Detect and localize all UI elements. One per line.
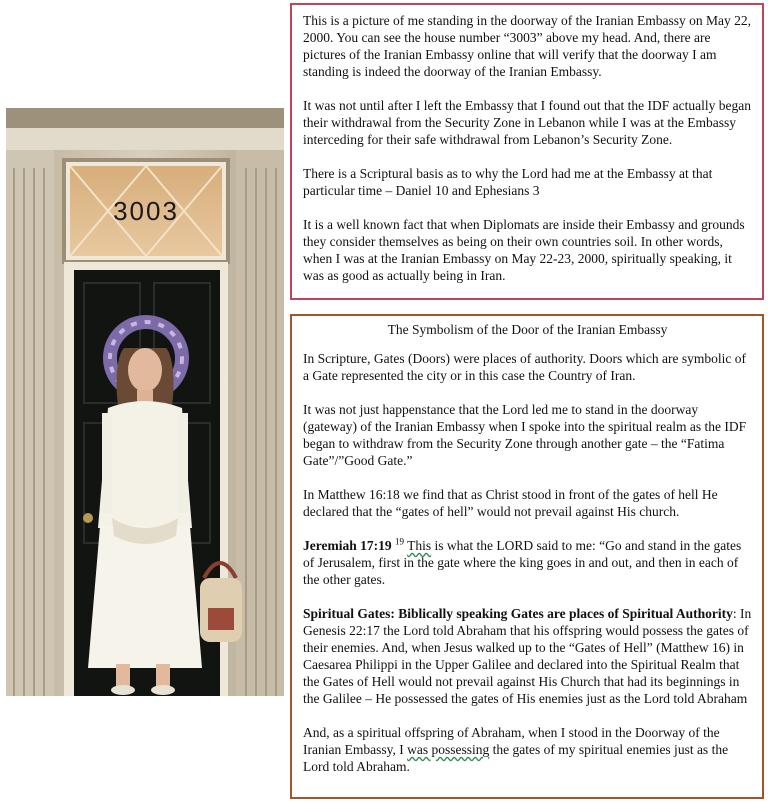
spiritual-gates-text: : In Genesis 22:17 the Lord told Abraham that his offspring would possess the gates of their enemies. And, when Jesus walked up to the “Gates of Hell” (Matthew 16) in Caesarea Philippi in the Upper Galilee and declared into the Spiritual Realm that the Gates of Hell would not prevail against His Church that had its beginnings in the Galilee – He possessed the gates of His enemies just as the Lord told Abraham <box>303 606 752 706</box>
description-paragraph: It is a well known fact that when Diplomats are inside their Embassy and grounds they consider themselves as being on their own countries soil. In other words, when I was at the Iranian Embassy on May 22-23, 2000, spiritually speaking, it was as good as actually being in Iran. <box>303 217 745 283</box>
door-symbolism-box <box>290 314 764 799</box>
jeremiah-paragraph <box>303 537 752 588</box>
description-paragraph: This is a picture of me standing in the doorway of the Iranian Embassy on May 22, 2000. You can see the house number “3003” above my head. And, there are pictures of the Iranian Embassy online that will verify that the doorway I am standing is indeed the doorway of the Iranian Embassy. <box>303 13 752 79</box>
scripture-gates-paragraph: In Scripture, Gates (Doors) were places of authority. Doors which are symbolic of a Gate represented the city or in this case the Country of Iran. <box>303 351 746 383</box>
jeremiah-text: is what the LORD said to me: “Go and stand in the gates of Jerusalem, first in the gate where the king goes in and out, and then in each of the other gates. <box>303 538 742 587</box>
conclusion-text-b: the gates of my spiritual enemies just as the Lord told Abraham. <box>303 742 729 774</box>
conclusion-text-a: And, as a spiritual offspring of Abraham, when I stood in the Doorway of the Iranian Embassy, I <box>303 725 720 757</box>
box-title: The Symbolism of the Door of the Iranian Embassy <box>387 322 668 337</box>
house-number: 3003 <box>113 196 179 226</box>
conclusion-possessing: was possessing <box>407 742 490 757</box>
spiritual-gates-heading: Spiritual Gates: Biblically speaking Gates are places of Spiritual Authority <box>303 606 733 621</box>
description-paragraph: There is a Scriptural basis as to why the Lord had me at the Embassy at that particular time – Daniel 10 and Ephesians 3 <box>303 166 713 198</box>
conclusion-paragraph <box>303 724 752 775</box>
happenstance-paragraph: It was not just happenstance that the Lord led me to stand in the doorway (gateway) of the Iranian Embassy when I spoke into the spiritual realm as the IDF began to withdraw from the Security Zone through another gate – the “Fatima Gate”/”Good Gate.” <box>303 402 747 468</box>
spiritual-gates-paragraph <box>303 605 752 707</box>
jeremiah-reference: Jeremiah 17:19 <box>303 538 392 553</box>
matthew-paragraph: In Matthew 16:18 we find that as Christ stood in front of the gates of hell He declared that the “gates of hell” would not prevail against His church. <box>303 487 718 519</box>
description-paragraph: It was not until after I left the Embassy that I found out that the IDF actually began their withdrawal from the Security Zone in Lebanon while I was at the Embassy interceding for their safe withdrawal from Lebanon’s Security Zone. <box>303 98 752 147</box>
verse-number: 19 <box>394 536 404 547</box>
jeremiah-this: This <box>407 538 432 553</box>
photo-illustration <box>6 108 284 696</box>
embassy-photo-description-box <box>290 3 764 300</box>
embassy-doorway-photo <box>6 108 284 696</box>
